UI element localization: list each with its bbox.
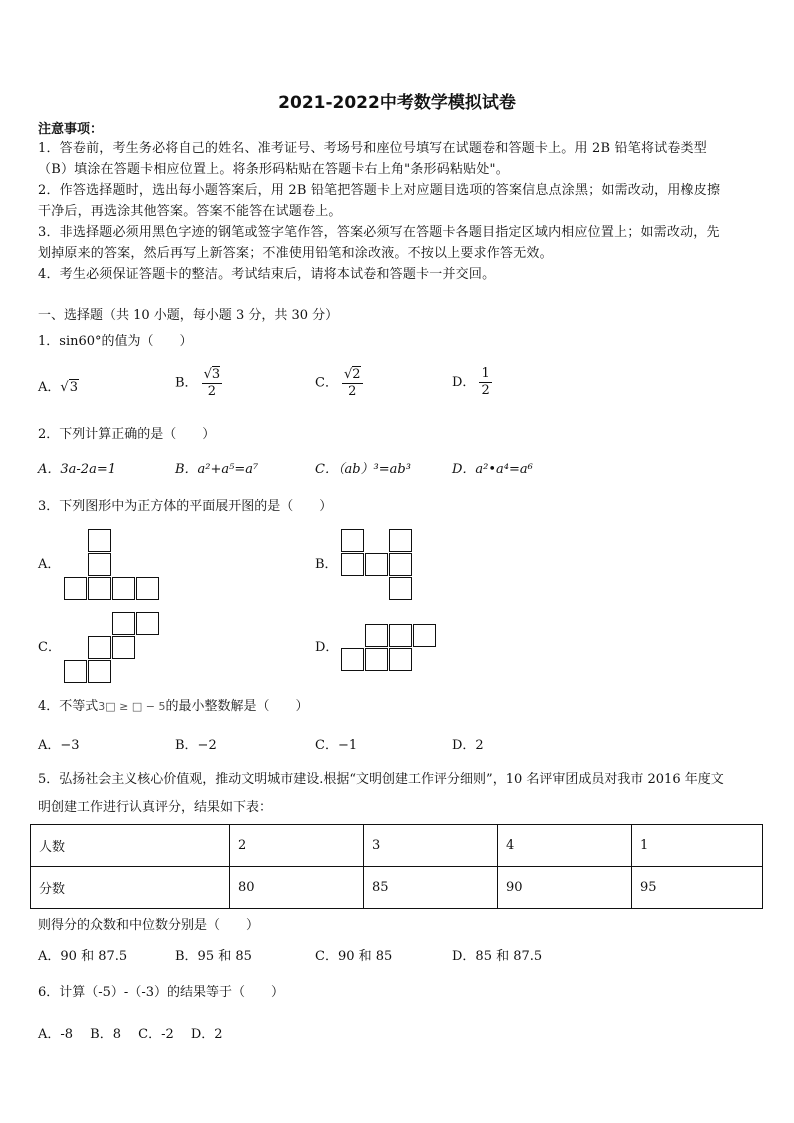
net-square	[88, 636, 111, 659]
net-square	[64, 660, 87, 683]
fraction	[479, 366, 491, 399]
question-2-stem: 2．下列计算正确的是（ ）	[38, 427, 216, 442]
radicand: 2	[352, 367, 361, 382]
net-square	[389, 648, 412, 671]
table-cell: 4	[498, 825, 632, 867]
radicand: 3	[211, 367, 221, 382]
net-square	[365, 648, 388, 671]
q3-option-d: D．	[315, 640, 339, 655]
table-cell: 3	[364, 825, 498, 867]
net-square	[365, 553, 388, 576]
net-square	[136, 577, 159, 600]
table-row	[31, 867, 763, 909]
notice-line: 2．作答选择题时，选出每小题答案后，用 2B 铅笔把答题卡上对应题目选项的答案信息点涂黑；如需改动，用橡皮擦	[38, 183, 721, 198]
net-square	[64, 577, 87, 600]
notice-line: 干净后，再选涂其他答案。答案不能答在试题卷上。	[38, 204, 342, 219]
option-label: A．	[38, 380, 61, 395]
q1-option-d	[452, 366, 492, 399]
q1-option-a	[38, 378, 79, 398]
notice-line: 3．非选择题必须用黑色字迹的钢笔或签字笔作答，答案必须写在答题卡各题目指定区域内相应位置上；如需改动，先	[38, 225, 720, 240]
net-square	[413, 624, 436, 647]
fraction: $\frac{√2}{2}$	[343, 367, 361, 399]
inequality-expression: 3□ ≥ □ − 5	[98, 700, 166, 713]
q4-option-c: C．−1	[315, 738, 358, 753]
q3-option-c: C．	[38, 640, 61, 655]
net-square	[88, 577, 111, 600]
question-3-stem: 3．下列图形中为正方体的平面展开图的是（ ）	[38, 499, 333, 514]
stem-text: 的最小整数解是（ ）	[165, 699, 309, 714]
option-label: C．	[315, 375, 338, 391]
q5-option-b: B．95 和 85	[175, 949, 252, 964]
table-cell: 90	[498, 867, 632, 909]
net-square	[365, 624, 388, 647]
q4-option-a: A．−3	[38, 738, 80, 753]
denominator: 2	[207, 384, 216, 399]
notice-line: （B）填涂在答题卡相应位置上。将条形码粘贴在答题卡右上角"条形码粘贴处"。	[38, 162, 509, 177]
denominator: 2	[481, 383, 490, 398]
q5-option-c: C．90 和 85	[315, 949, 393, 964]
option-label: D．	[452, 375, 476, 390]
sqrt-expression: √3	[60, 380, 78, 395]
page-title: 2021-2022中考数学模拟试卷	[278, 93, 516, 113]
table-cell: 2	[230, 825, 364, 867]
q5-option-d: D．85 和 87.5	[452, 949, 543, 964]
net-square	[389, 529, 412, 552]
table-cell: 95	[632, 867, 763, 909]
question-5-stem-cont: 明创建工作进行认真评分，结果如下表：	[38, 800, 273, 815]
net-square	[112, 577, 135, 600]
denominator: 2	[348, 384, 357, 399]
table-cell: 80	[230, 867, 364, 909]
q1-option-c	[315, 366, 363, 400]
q2-option-c: C．（ab）³=ab³	[315, 462, 411, 477]
table-cell: 人数	[31, 825, 230, 867]
table-cell: 1	[632, 825, 763, 867]
q6-options: A．-8 B．8 C．-2 D．2	[38, 1027, 223, 1042]
net-square	[341, 529, 364, 552]
net-square	[389, 577, 412, 600]
net-square	[112, 612, 135, 635]
radicand: 3	[69, 380, 78, 395]
question-6-stem: 6．计算（-5）-（-3）的结果等于（ ）	[38, 985, 284, 1000]
net-square	[389, 624, 412, 647]
notice-line: 划掉原来的答案，然后再写上新答案；不准使用铅笔和涂改液。不按以上要求作答无效。	[38, 246, 553, 261]
net-square	[136, 612, 159, 635]
question-5-stem: 5．弘扬社会主义核心价值观，推动文明城市建设.根据“文明创建工作评分细则”，10 名评审团成员对我市 2016 年度文	[38, 772, 724, 787]
notice-line: 1．答卷前，考生务必将自己的姓名、准考证号、考场号和座位号填写在试题卷和答题卡上。用 2B 铅笔将试卷类型	[38, 141, 707, 156]
q3-option-a: A．	[38, 557, 61, 572]
net-square	[341, 648, 364, 671]
net-square	[341, 553, 364, 576]
q5-option-a: A．90 和 87.5	[38, 949, 128, 964]
question-4-stem	[38, 697, 309, 717]
table-cell: 分数	[31, 867, 230, 909]
question-5-ask: 则得分的众数和中位数分别是（ ）	[38, 918, 260, 933]
q2-option-d: D．a²•a⁴=a⁶	[452, 462, 533, 477]
fraction: $\frac{√3}{2}$	[203, 367, 221, 399]
table-cell: 85	[364, 867, 498, 909]
q3-option-b: B．	[315, 557, 338, 572]
q2-option-a: A．3a-2a=1	[38, 462, 116, 477]
stem-text: 4．不等式	[38, 699, 99, 714]
table-row	[31, 825, 763, 867]
q4-option-b: B．−2	[175, 738, 217, 753]
net-square	[88, 660, 111, 683]
net-square	[112, 636, 135, 659]
q2-option-b: B．a²+a⁵=a⁷	[175, 462, 259, 477]
section-heading: 一、选择题（共 10 小题，每小题 3 分，共 30 分）	[38, 308, 339, 323]
net-square	[389, 553, 412, 576]
numerator: 1	[481, 366, 490, 381]
q4-option-d: D．2	[452, 738, 484, 753]
score-table	[30, 824, 763, 909]
notice-line: 4．考生必须保证答题卡的整洁。考试结束后，请将本试卷和答题卡一并交回。	[38, 267, 496, 282]
option-label: B．	[175, 375, 198, 391]
notice-heading: 注意事项：	[38, 122, 104, 137]
q1-option-b	[175, 366, 222, 400]
question-1-stem: 1．sin60°的值为（ ）	[38, 334, 193, 349]
net-square	[88, 529, 111, 552]
net-square	[88, 553, 111, 576]
